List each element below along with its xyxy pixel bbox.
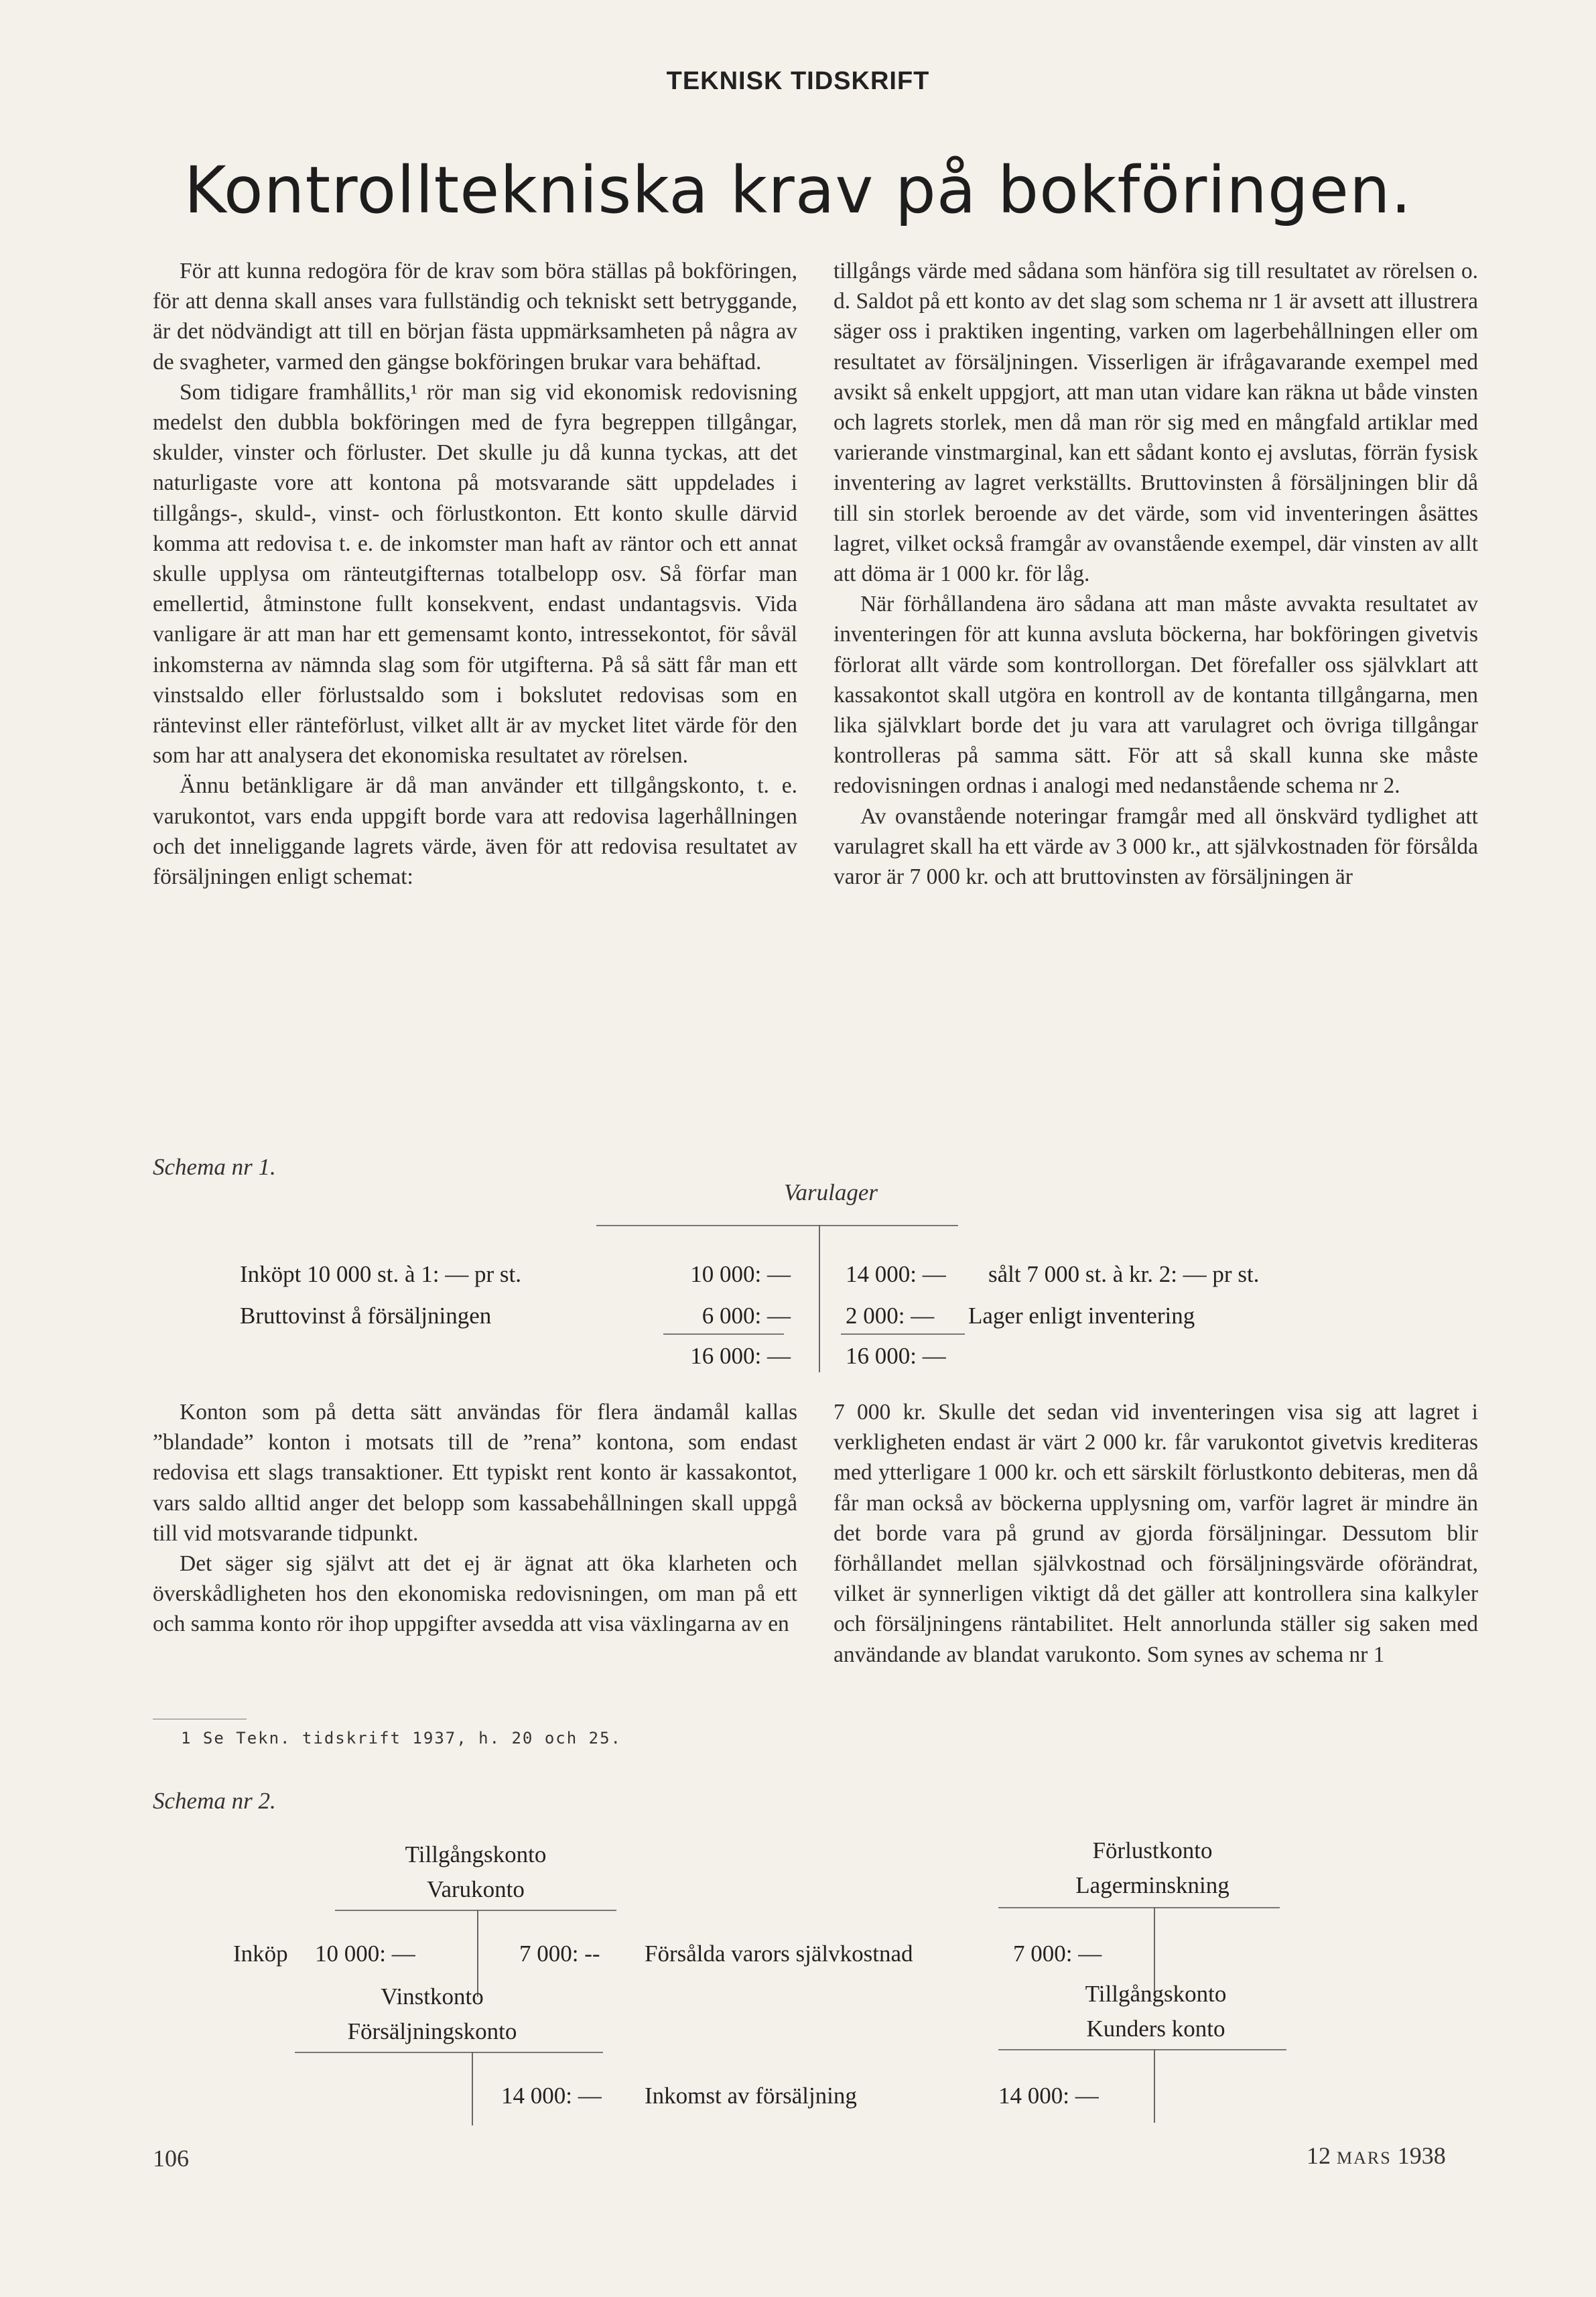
paragraph: För att kunna redogöra för de krav som böra ställas på bokföringen, för att denna skall anses vara fullständig och tekniskt sett betryggande, är det nödvändigt att till en början fästa uppmärksamheten på några av de svagheter, varmed den gängse bokföringen brukar vara behäftad.	[153, 259, 797, 375]
schema1-label: Schema nr 1.	[153, 1154, 276, 1180]
schema1-debit-amount-2: 6 000: —	[702, 1303, 791, 1329]
footnote: 1 Se Tekn. tidskrift 1937, h. 20 och 25.	[181, 1729, 622, 1748]
schema2-acct-forlust: Förlustkonto	[1092, 1837, 1213, 1863]
schema2-acct-varukonto: Varukonto	[427, 1876, 525, 1902]
date-day: 12	[1307, 2142, 1331, 2169]
paragraph: tillgångs värde med sådana som hänföra sig till resultatet av rörelsen o. d. Saldot på ett konto av det slag som schema nr 1 är avsett att illustrera säger oss i praktiken ingenting, varken om lagerbehållningen eller om resultatet av försäljningen. Visserligen är ifrågavarande exempel med avsikt så enkelt uppgjort, att man utan vidare kan räkna ut både vinsten och lagrets storlek, men då man rör sig med en mångfald artiklar med varierande vinstmarginal, kan ett sådant konto ej avslutas, förrän fysisk inventering av lagret verkställts. Bruttovinsten å försäljningen blir då till sin storlek beroende av det värde, som vid inventeringen åsättes lagret, vilket också framgår av ovanstående exempel, där vinsten av allt att döma är 1 000 kr. för låg.	[834, 259, 1478, 587]
schema1-debit-sum-rule	[663, 1333, 784, 1335]
schema1-credit-text-1: sålt 7 000 st. à kr. 2: — pr st.	[988, 1261, 1260, 1287]
paragraph: Som tidigare framhållits,¹ rör man sig vid ekonomisk redovisning medelst den dubbla bokföringen med de fyra begreppen tillgångar, skulder, vinster och förluster. Det skulle ju då kunna tyckas, att det naturligaste vore att kontona på motsvarande sätt uppdelades i tillgångs-, skuld-, vinst- och förlustkonton. Ett konto skulle därvid komma att redovisa t. e. de inkomster man haft av räntor och ett annat skulle upplysa om ränteutgifternas totalbelopp osv. Så förfar man emellertid, åtminstone fullt konsekvent, endast undantagsvis. Vida vanligare är att man har ett gemensamt konto, intressekontot, för såväl inkomsterna av nämnda slag som för utgifterna. På så sätt får man ett vinstsaldo eller förlustsaldo som i bokslutet redovisas som en räntevinst eller ränteförlust, vilket allt är av mycket litet värde för den som har att analysera det ekonomiska resultatet av rörelsen.	[153, 379, 797, 769]
schema2-acct-lagerminskning: Lagerminskning	[1075, 1872, 1229, 1898]
schema2-label: Schema nr 2.	[153, 1788, 276, 1814]
schema2-rule-forlust	[998, 1907, 1280, 1908]
page-number: 106	[153, 2145, 189, 2172]
date-year: 1938	[1397, 2142, 1446, 2169]
schema2-sjalvkostnad-text: Försålda varors självkostnad	[645, 1941, 913, 1967]
schema2-rule-kunder	[998, 2049, 1286, 2050]
paragraph: Av ovanstående noteringar framgår med all önskvärd tydlighet att varulagret skall ha ett värde av 3 000 kr., att självkostnaden för försålda varor är 7 000 kr. och att bruttovinsten av försäljningen är	[834, 803, 1478, 890]
paragraph: Det säger sig självt att det ej är ägnat att öka klarheten och överskådligheten hos den ekonomiska redovisningen, om man på ett och samma konto rör ihop uppgifter avsedda att visa växlingarna av en	[153, 1551, 797, 1637]
schema2-rule-varukonto	[335, 1910, 616, 1911]
schema1-account-title: Varulager	[784, 1179, 878, 1205]
paragraph: Ännu betänkligare är då man använder ett tillgångskonto, t. e. varukontot, vars enda uppgift borde vara att redovisa lagerhållningen och det inneliggande lagrets värde, även för att redovisa resultatet av försäljningen enligt schemat:	[153, 773, 797, 890]
schema2-divider-forsaljning	[472, 2052, 473, 2125]
schema2-acct-kunder: Kunders konto	[1086, 2016, 1225, 2042]
schema1-credit-amount-1: 14 000: —	[846, 1261, 946, 1287]
schema1-credit-text-2: Lager enligt inventering	[968, 1303, 1195, 1329]
paragraph: 7 000 kr. Skulle det sedan vid inventeringen visa sig att lagret i verkligheten endast är värt 2 000 kr. får varukontot givetvis krediteras med ytterligare 1 000 kr. och ett särskilt förlustkonto debiteras, men då får man också av böckerna upplysning om, varför lagret är mindre än det borde vara på grund av gjorda försäljningar. Dessutom blir förhållandet mellan självkostnad och försäljningsvärde oförändrat, vilket är synnerligen viktigt då det gäller att kontrollera sina kalkyler och försäljningens räntabilitet. Helt annorlunda ställer sig saken med användande av blandat varukonto. Som synes av schema nr 1	[834, 1400, 1478, 1667]
schema2-acct-vinst: Vinstkonto	[381, 1983, 484, 2010]
schema2-acct-forsaljning: Försäljningskonto	[347, 2018, 517, 2044]
schema2-rule-forsaljning	[295, 2052, 603, 2053]
schema2-inkomst-amount: 14 000: —	[501, 2083, 602, 2109]
schema1-credit-amount-2: 2 000: —	[846, 1303, 935, 1329]
schema2-inkop-amount: 10 000: —	[315, 1941, 415, 1967]
schema2-acct-tillgang: Tillgångskonto	[405, 1841, 547, 1867]
schema1-debit-amount-1: 10 000: —	[690, 1261, 791, 1287]
schema1-top-rule	[596, 1225, 958, 1226]
schema2-inkomst-text: Inkomst av försäljning	[645, 2083, 857, 2109]
schema2-acct-tillgang-2: Tillgångskonto	[1085, 1981, 1227, 2007]
column-right-top	[834, 256, 1478, 892]
schema2-forlust-amount: 7 000: —	[1013, 1941, 1102, 1967]
column-right-bottom	[834, 1397, 1478, 1670]
schema1-debit-text-2: Bruttovinst å försäljningen	[240, 1303, 492, 1329]
paragraph: Konton som på detta sätt användas för flera ändamål kallas ”blandade” konton i motsats till de ”rena” kontona, som endast redovisa ett slags transaktioner. Ett typiskt rent konto är kassakontot, vars saldo alltid anger det belopp som kassabehållningen skall uppgå till vid motsvarande tidpunkt.	[153, 1400, 797, 1546]
schema1-credit-total: 16 000: —	[846, 1343, 946, 1369]
schema2-kunder-amount: 14 000: —	[998, 2083, 1099, 2109]
masthead: TEKNISK TIDSKRIFT	[666, 67, 930, 95]
schema1-t-divider	[819, 1225, 820, 1372]
schema1-debit-text-1: Inköpt 10 000 st. à 1: — pr st.	[240, 1261, 521, 1287]
date-month: MARS	[1337, 2148, 1392, 2168]
paragraph: När förhållandena äro sådana att man måste avvakta resultatet av inventeringen för att kunna avsluta böckerna, har bokföringen givetvis förlorat allt värde som kontrollorgan. Det förefaller oss självklart att kassakontot skall utgöra en kontroll av de kontanta tillgångarna, men lika självklart borde det ju vara att varulagret och övriga tillgångar kontrolleras på samma sätt. För att så skall kunna ske måste redovisningen ordnas i analogi med nedanstående schema nr 2.	[834, 592, 1478, 799]
column-left-top	[153, 256, 797, 892]
schema2-inkop-label: Inköp	[233, 1941, 288, 1967]
schema1-debit-total: 16 000: —	[690, 1343, 791, 1369]
schema2-divider-kunder	[1154, 2049, 1155, 2123]
schema1-credit-sum-rule	[841, 1333, 965, 1335]
article-title: Kontrolltekniska krav på bokföringen.	[184, 153, 1412, 228]
schema2-sjalvkostnad-amount: 7 000: --	[519, 1941, 600, 1967]
issue-date	[1307, 2142, 1446, 2170]
column-left-bottom	[153, 1397, 797, 1640]
